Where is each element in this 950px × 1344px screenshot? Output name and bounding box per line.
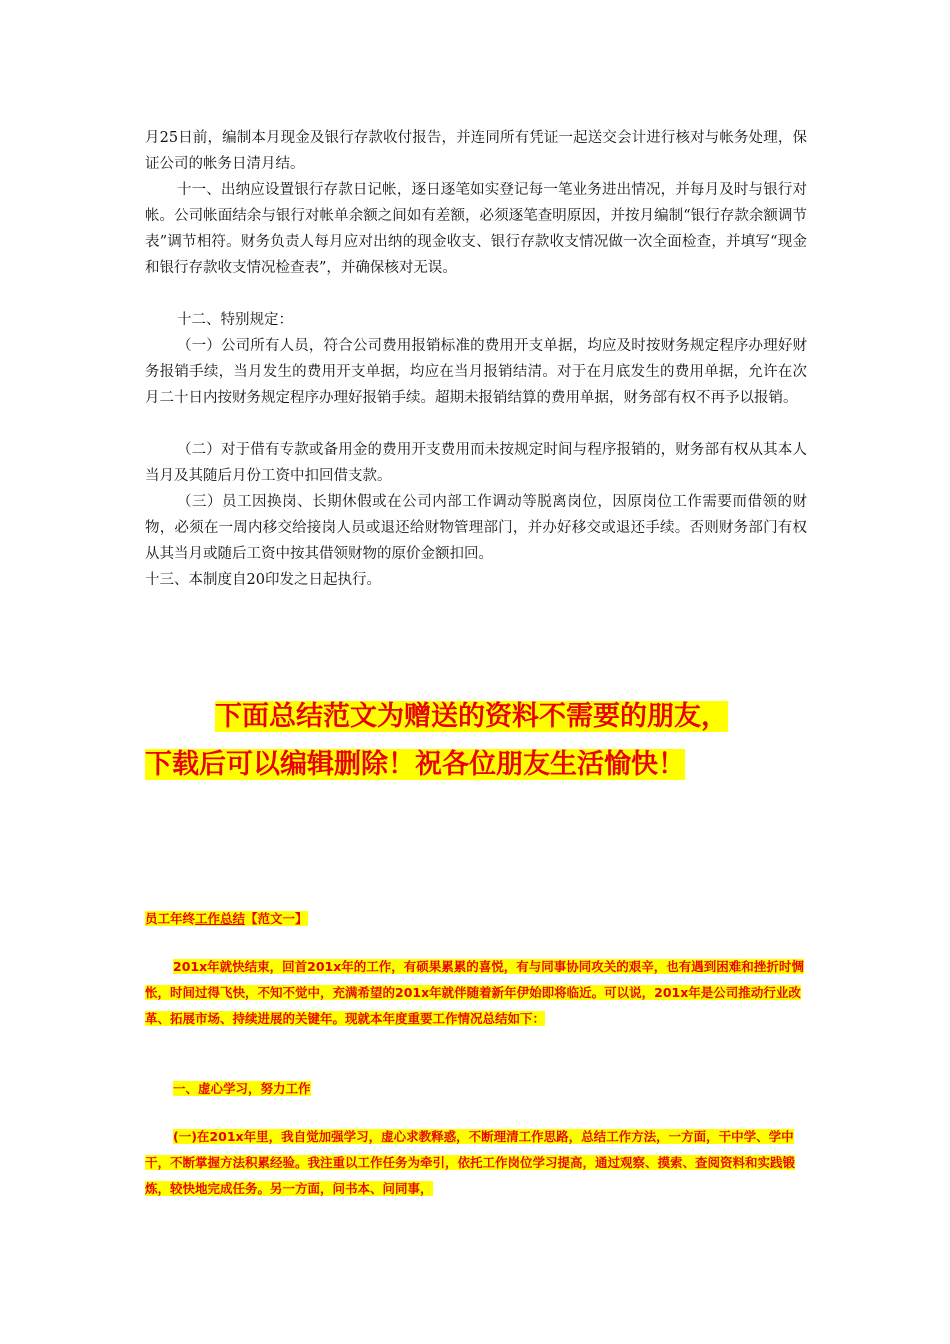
paragraph-rule-one: （一）公司所有人员，符合公司费用报销标准的费用开支单据，均应及时按财务规定程序办理好财务报销手续，当月发生的费用开支单据，均应在当月报销结清。对于在月底发生的费用单据，允许在次月二十日内按财务规定程序办理好报销手续。超期未报销结算的费用单据，财务部有权不再予以报销。 [145, 338, 807, 406]
paragraph-rule-three: （三）员工因换岗、长期休假或在公司内部工作调动等脱离岗位，因原岗位工作需要而借领的财物，必须在一周内移交给接岗人员或退还给财物管理部门，并办好移交或退还手续。否则财务部门有权从其当月或随后工资中按其借领财物的原价金额扣回。 [145, 494, 807, 562]
paragraph-item-twelve: 十二、特别规定： [177, 312, 293, 328]
paragraph-rule-two: （二）对于借有专款或备用金的费用开支费用而未按规定时间与程序报销的，财务部有权从其本人当月及其随后月份工资中扣回借支款。 [145, 442, 807, 484]
summary-heading-one [145, 1076, 807, 1102]
banner-line-two-text: 下载后可以编辑删除！祝各位朋友生活愉快！ [145, 749, 685, 780]
paragraph-item-eleven: 十一、出纳应设置银行存款日记帐，逐日逐笔如实登记每一笔业务进出情况，并每月及时与银行对帐。公司帐面结余与银行对帐单余额之间如有差额，必须逐笔查明原因，并按月编制“银行存款余额调节表”调节相符。财务负责人每月应对出纳的现金收支、银行存款收支情况做一次全面检查，并填写“现金和银行存款收支情况检查表”，并确保核对无误。 [145, 182, 807, 276]
summary-intro-text: 201x年就快结束，回首201x年的工作，有硕果累累的喜悦，有与同事协同攻关的艰辛，也有遇到困难和挫折时惆怅，时间过得飞快，不知不觉中，充满希望的201x年就伴随着新年伊始即将临近。可以说，201x年是公司推动行业改革、拓展市场、持续进展的关键年。现就本年度重要工作情况总结如下： [145, 959, 804, 1026]
banner-line-one-text: 下面总结范文为赠送的资料不需要的朋友， [215, 701, 728, 732]
summary-intro-paragraph [145, 954, 807, 1032]
summary-title-part-a: 员工年终 [145, 911, 196, 926]
paragraph-item-thirteen: 十三、本制度自20印发之日起执行。 [145, 572, 381, 588]
summary-study-paragraph [145, 1124, 807, 1202]
banner-line-two [145, 746, 825, 784]
summary-title-part-c: 【范文一】 [245, 911, 308, 926]
summary-heading-one-text: 一、虚心学习，努力工作 [173, 1081, 311, 1096]
banner-line-one [145, 698, 825, 736]
paragraph-cashier-report: 月25日前，编制本月现金及银行存款收付报告，并连同所有凭证一起送交会计进行核对与帐务处理，保证公司的帐务日清月结。 [145, 130, 807, 172]
summary-title [145, 906, 807, 932]
summary-study-text: (一)在201x年里，我自觉加强学习，虚心求教释惑，不断理清工作思路，总结工作方法，一方面，干中学、学中干，不断掌握方法积累经验。我注重以工作任务为牵引，依托工作岗位学习提高，通过观察、摸索、查阅资料和实践锻炼，较快地完成任务。另一方面，问书本、问同事， [145, 1129, 796, 1196]
summary-title-link: 工作总结 [195, 911, 246, 926]
